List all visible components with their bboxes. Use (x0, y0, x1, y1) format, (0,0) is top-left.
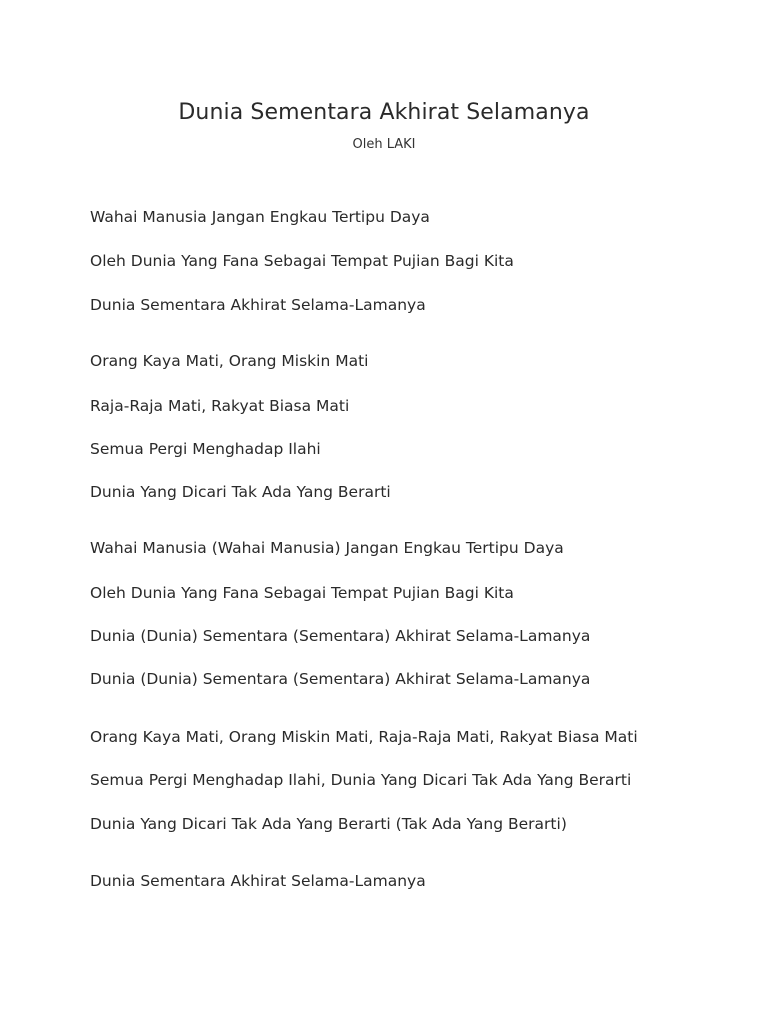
lyric-line: Dunia (Dunia) Sementara (Sementara) Akhirat Selama-Lamanya (90, 670, 591, 688)
lyric-line: Orang Kaya Mati, Orang Miskin Mati (90, 352, 369, 370)
lyric-line: Wahai Manusia Jangan Engkau Tertipu Daya (90, 208, 430, 226)
lyric-line: Semua Pergi Menghadap Ilahi, Dunia Yang Dicari Tak Ada Yang Berarti (90, 771, 632, 789)
lyric-line: Raja-Raja Mati, Rakyat Biasa Mati (90, 397, 350, 415)
lyric-line: Semua Pergi Menghadap Ilahi (90, 440, 321, 458)
lyric-line: Dunia Yang Dicari Tak Ada Yang Berarti (90, 483, 391, 501)
lyric-line: Oleh Dunia Yang Fana Sebagai Tempat Pujian Bagi Kita (90, 252, 514, 270)
lyric-line: Oleh Dunia Yang Fana Sebagai Tempat Pujian Bagi Kita (90, 584, 514, 602)
lyric-line: Dunia Sementara Akhirat Selama-Lamanya (90, 296, 426, 314)
lyric-line: Wahai Manusia (Wahai Manusia) Jangan Engkau Tertipu Daya (90, 539, 564, 557)
lyric-line: Dunia Sementara Akhirat Selama-Lamanya (90, 872, 426, 890)
document-title: Dunia Sementara Akhirat Selamanya (178, 100, 590, 125)
lyric-line: Dunia Yang Dicari Tak Ada Yang Berarti (Tak Ada Yang Berarti) (90, 815, 567, 833)
document-author: Oleh LAKI (352, 137, 416, 152)
lyric-line: Orang Kaya Mati, Orang Miskin Mati, Raja-Raja Mati, Rakyat Biasa Mati (90, 728, 638, 746)
lyric-line: Dunia (Dunia) Sementara (Sementara) Akhirat Selama-Lamanya (90, 627, 591, 645)
